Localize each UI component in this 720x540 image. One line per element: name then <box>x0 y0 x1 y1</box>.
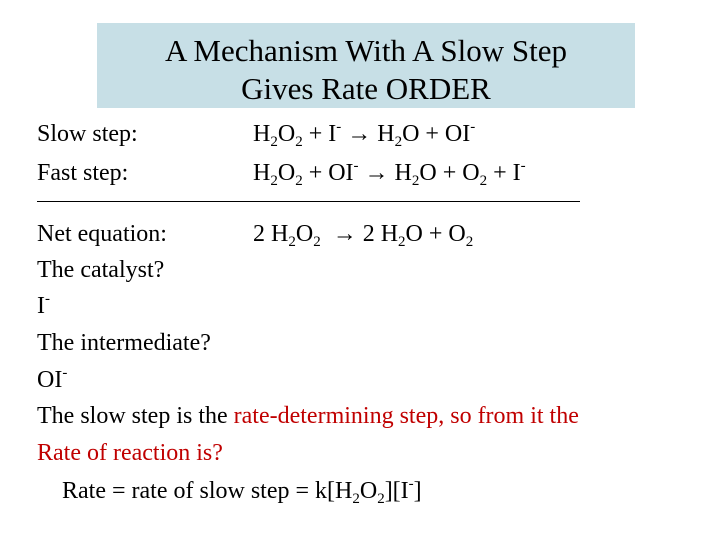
divider-line <box>37 201 580 202</box>
arrow-icon: → <box>320 221 363 247</box>
fast-step-equation: $H_2O_2 + OI^- \to H_2O + O_2 + I^-$ <box>253 158 526 189</box>
intermediate-answer: OI- <box>37 365 68 393</box>
net-equation: 2 $H_2O_2 \to 2$ $H_2O + O_2$ <box>253 221 474 250</box>
arrow-icon: → <box>341 121 378 147</box>
fast-step-label: Fast step: <box>37 160 129 186</box>
rate-determining-highlight: rate-determining step, so from it the <box>233 403 579 429</box>
arrow-icon: → <box>358 160 395 186</box>
net-equation-label: Net equation: <box>37 221 167 247</box>
rate-law: Rate = rate of slow step = $k[H_2O_2][I^-]$ <box>62 476 422 507</box>
slow-step-label: Slow step: <box>37 121 138 147</box>
slow-step-note: The slow step is the rate-determining step, so from it the <box>37 403 579 429</box>
intermediate-question: The intermediate? <box>37 330 211 356</box>
slow-step-equation: $H_2O_2 + I^- \to H_2O + OI^-$ <box>253 119 476 150</box>
title-line-2: Gives Rate ORDER <box>241 71 491 106</box>
rate-question: Rate of reaction is? <box>37 440 223 466</box>
catalyst-question: The catalyst? <box>37 257 165 283</box>
title-box <box>97 23 635 108</box>
title-line-1: A Mechanism With A Slow Step <box>164 33 568 68</box>
catalyst-answer: I- <box>37 291 50 319</box>
